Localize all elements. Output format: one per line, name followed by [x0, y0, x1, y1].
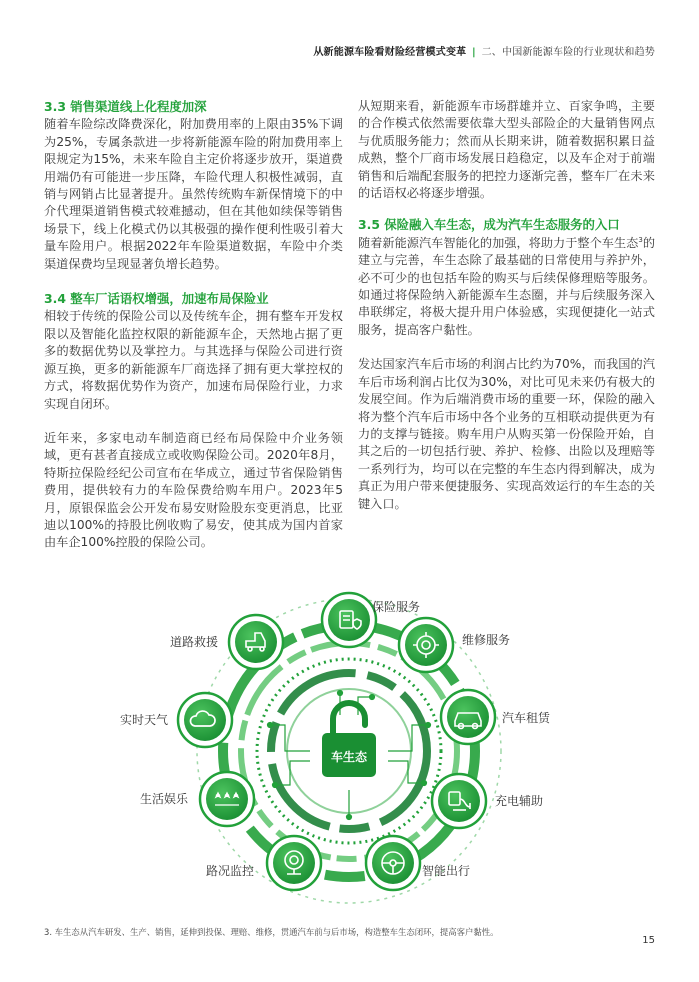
node-label-entertainment: 生活娱乐: [140, 792, 189, 806]
center-label: 车生态: [330, 750, 368, 764]
node-label-road-rescue: 道路救援: [170, 635, 219, 649]
section-3-3-title: 3.3 销售渠道线上化程度加深: [44, 99, 207, 114]
section-3-4-paragraph-2: 近年来，多家电动车制造商已经布局保险中介业务领域，更有甚者直接成立或收购保险公司。2020年8月，特斯拉保险经纪公司宣布在华成立，通过节省保险销售费用，提供较有力的车险保费给购车用户。2023年5月，原银保监会公开发布易安财险股东变更消息，比亚迪以100%的持股比例收购了易安，使其成为国内首家由车企100%控股的保险公司。: [44, 430, 343, 550]
section-3-3-paragraph: 随着车险综改降费深化，附加费用率的上限由35%下调为25%，专属条款进一步将新能源车险的附加费用率上限规定为15%，未来车险自主定价将逐步放开，渠道费用端仍有可能进一步压降，车险代理人积极性减弱，直销与网销占比显著提升。虽然传统购车新保情境下的中介代理渠道销售模式较难撼动，但在其他如续保等销售场景下，线上化模式仍以其极强的操作便利性吸引着大量车险用户。根据2022年车险渠道数据，车险中介类渠道保费均呈现显著负增长趋势。: [44, 117, 343, 271]
right-column: [358, 98, 655, 530]
node-label-weather: 实时天气: [120, 713, 169, 727]
section-3-5-paragraph-1: [358, 235, 655, 339]
node-label-road-camera: 路况监控: [206, 864, 255, 878]
node-label-charging: 充电辅助: [495, 794, 544, 808]
node-label-car-rental: 汽车租赁: [502, 711, 551, 725]
node-weather: [120, 693, 232, 747]
header-separator: |: [472, 47, 476, 58]
node-charging: [432, 774, 543, 828]
section-3-5-p1-post: 的建立与完善，车生态除了最基础的日常使用与养护外，必不可少的也包括车险的购买与后续保修理赔等服务。如通过将保险纳入新能源车生态圈，并与后续服务深入串联绑定，将极大提升用户体验感，实现便捷化一站式服务，提高客户黏性。: [358, 235, 656, 337]
node-repair: [399, 618, 510, 672]
left-column: [44, 98, 343, 569]
right-intro-paragraph: 从短期来看，新能源车市场群雄并立、百家争鸣，主要的合作模式依然需要依靠大型头部险企的大量销售网点与优质服务能力；然而从长期来讲，随着数据积累日益成熟，整个厂商市场发展日趋稳定，以及车企对于前端销售和后端配套服务的把控力逐渐完善，整车厂在未来的话语权必将逐步增强。: [358, 99, 655, 201]
section-3-4-paragraph-1: 相较于传统的保险公司以及传统车企，拥有整车开发权限以及智能化监控权限的新能源车企，天然地占据了更多的数据优势以及掌控力。与其选择与保险公司进行资源互换，更多的新能源车厂商选择了拥有更大掌控权的方式，将数据优势作为资产，加速布局保险行业，力求实现自闭环。: [44, 309, 343, 411]
node-label-insurance: 保险服务: [372, 600, 421, 614]
node-entertainment: [140, 772, 254, 826]
node-smart-travel: [366, 836, 470, 890]
header-title: 从新能源车险看财险经营模式变革: [313, 47, 467, 58]
section-3-5-title: 3.5 保险融入车生态，成为汽车生态服务的入口: [358, 217, 620, 233]
header-subtitle: 二、中国新能源车险的行业现状和趋势: [481, 47, 655, 58]
node-label-repair: 维修服务: [462, 633, 511, 647]
footnote: 3. 车生态从汽车研发、生产、销售，延伸到投保、理赔、维修，贯通汽车前与后市场，构造整车生态闭环，提高客户黏性。: [44, 927, 499, 937]
footnote-ref: 3: [638, 235, 643, 244]
section-3-5-p1-pre: 随着新能源汽车智能化的加强，将助力于整个车生态: [358, 235, 639, 250]
node-car-rental: [441, 690, 551, 744]
section-3-5-paragraph-2: 发达国家汽车后市场的利润占比约为70%，而我国的汽车后市场利润占比仅为30%，对比可见未来仍有极大的发展空间。作为后端消费市场的重要一环，保险的融入将为整个汽车后市场中各个业务的互相联动提供更为有力的支撑与链接。购车用户从购买第一份保险开始，自其之后的一切包括行驶、养护、检修、出险以及理赔等一系列行为，均可以在完整的车生态内得到解决，成为真正为用户带来便捷服务、实现高效运行的车生态的关键入口。: [358, 357, 655, 511]
center-lock: [322, 703, 376, 777]
node-label-smart-travel: 智能出行: [422, 864, 471, 878]
section-3-4-title: 3.4 整车厂话语权增强，加速布局保险业: [44, 291, 269, 307]
page-header: [313, 43, 655, 58]
node-road-rescue: [170, 615, 283, 669]
page-number: 15: [642, 935, 655, 946]
car-ecosystem-diagram: [0, 585, 699, 915]
